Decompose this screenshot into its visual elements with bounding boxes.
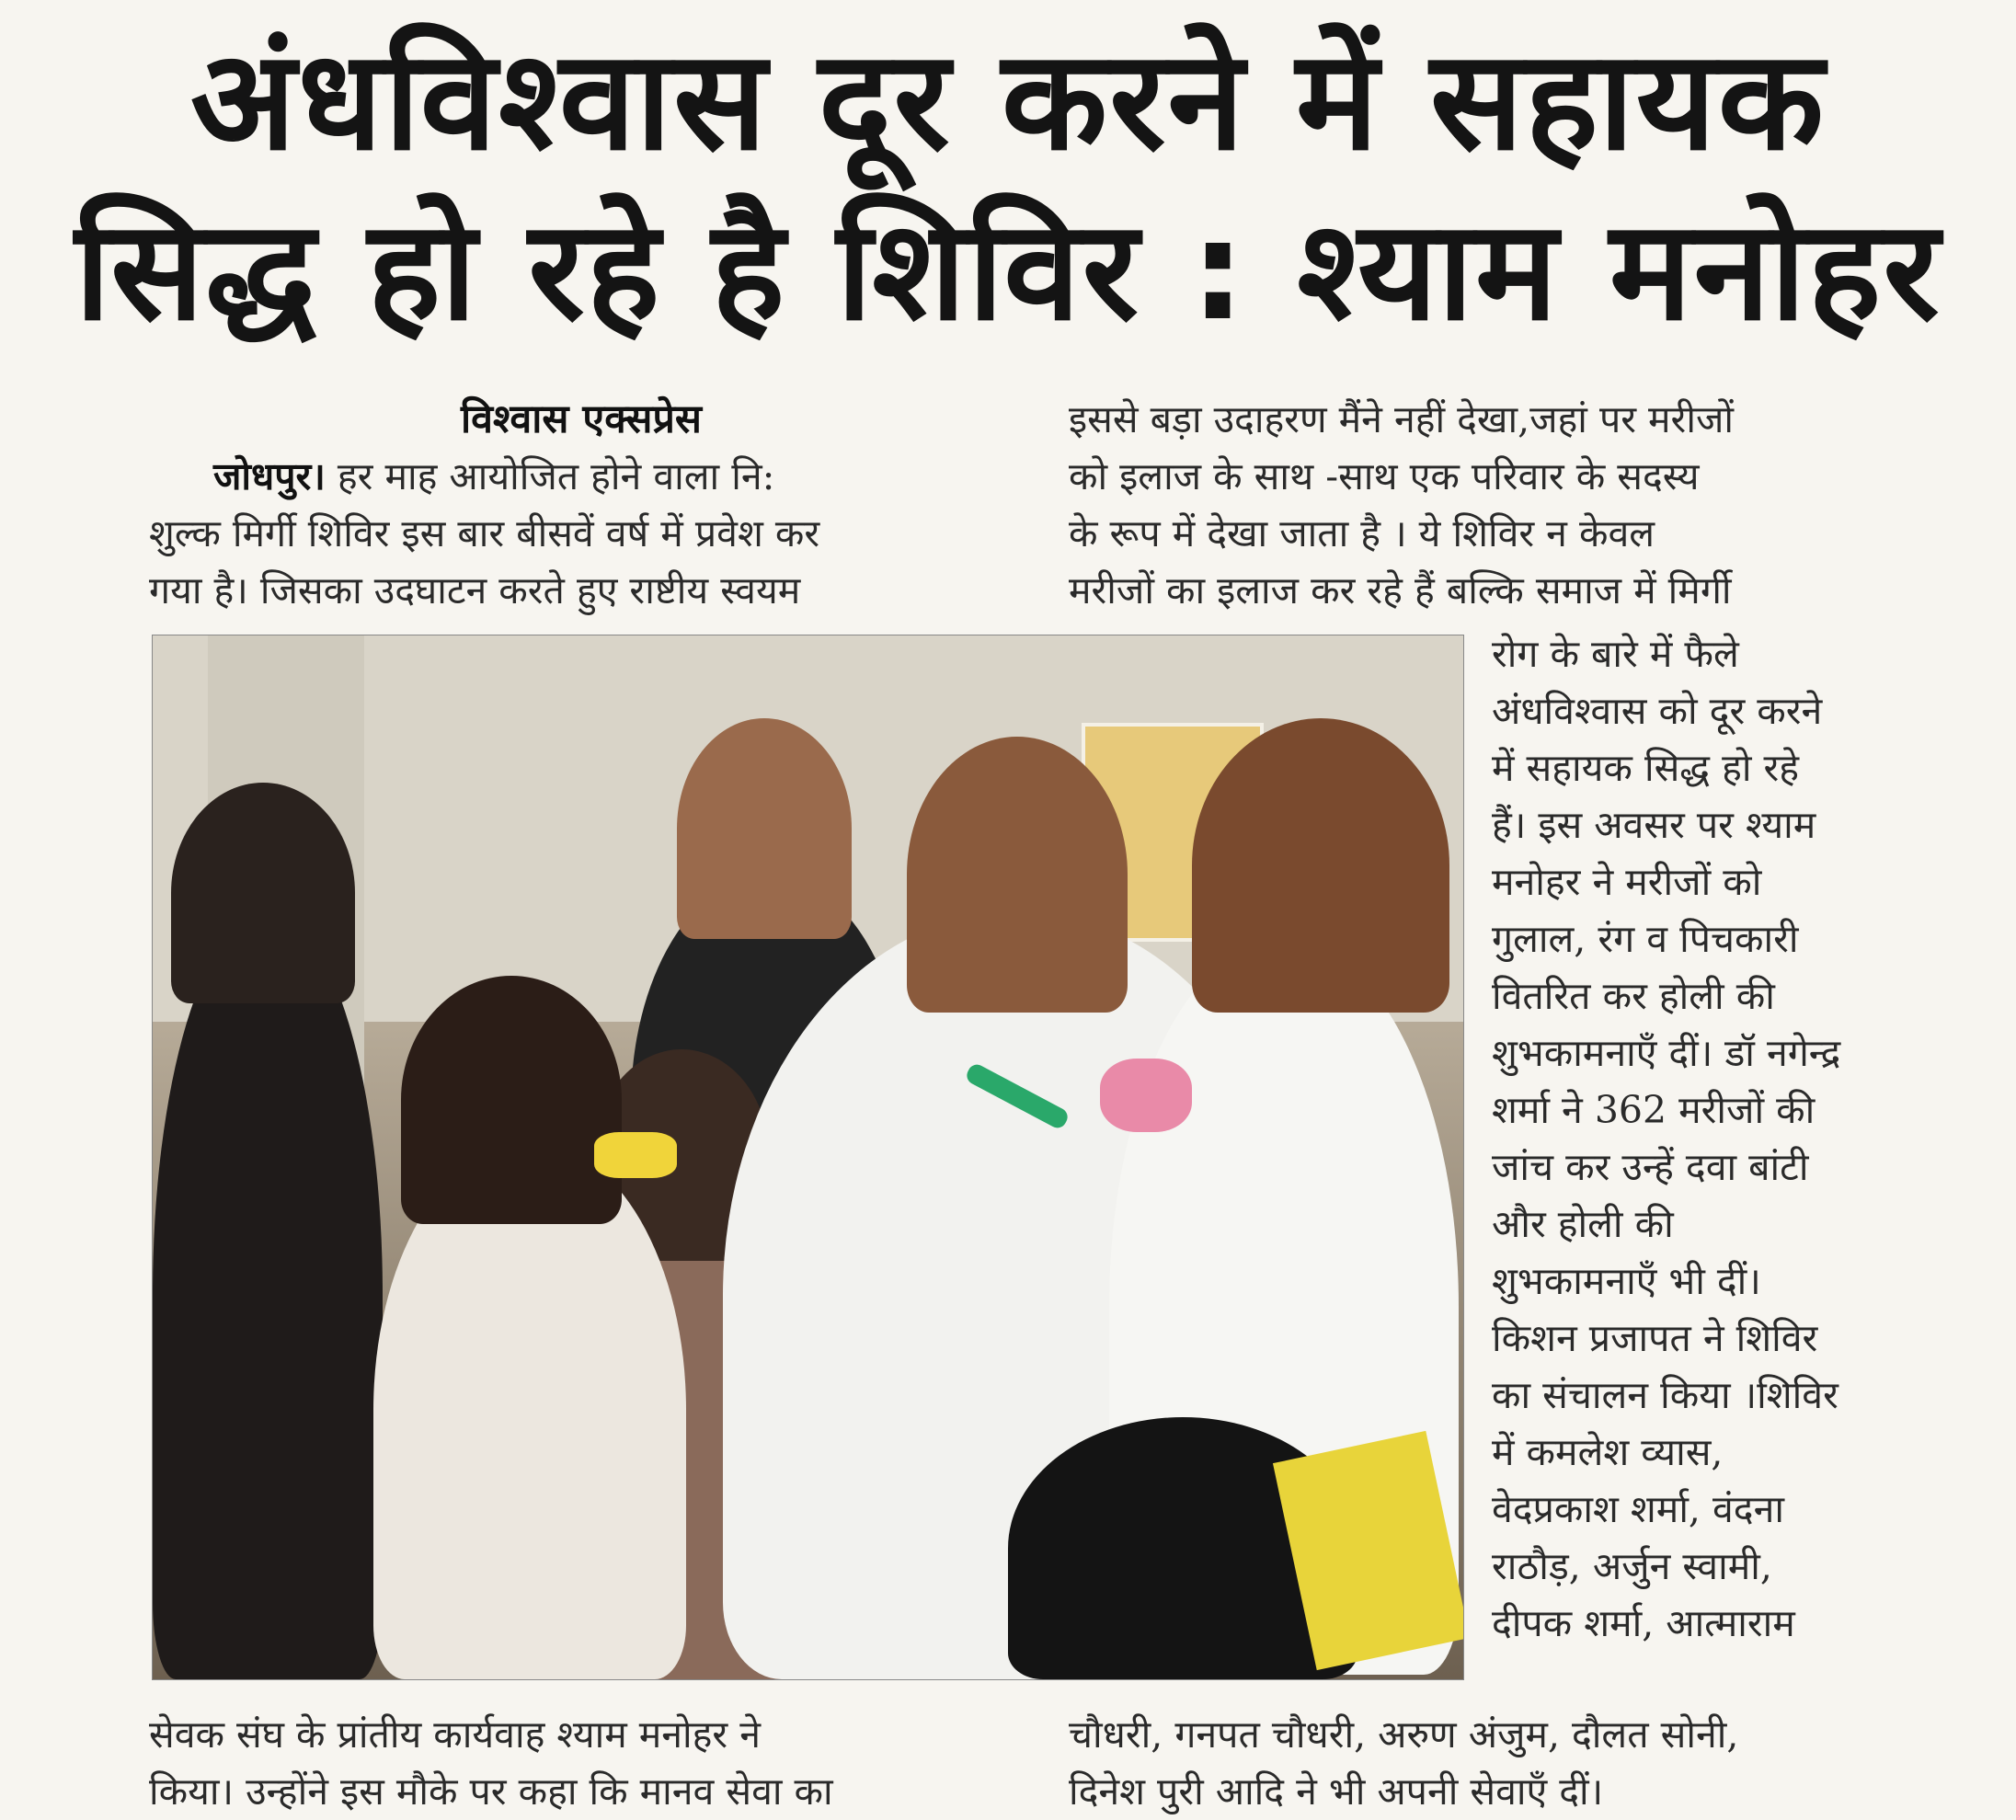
- article-line: सेवक संघ के प्रांतीय कार्यवाह श्याम मनोहर ने: [149, 1712, 761, 1757]
- article-line: गया है। जिसका उदघाटन करते हुए राष्टीय स्वयम: [149, 568, 801, 612]
- article-line-text: हर माह आयोजित होने वाला नि:: [337, 454, 775, 498]
- article-line: [149, 448, 1014, 505]
- article-line: दीपक शर्मा, आत्माराम: [1492, 1601, 1795, 1645]
- article-column-wrap: [1492, 625, 1952, 1652]
- photo-person-head: [907, 737, 1128, 1013]
- adjacent-article-edge: [1988, 0, 2016, 1809]
- photo-color-packet: [1100, 1059, 1192, 1132]
- article-line: में कमलेश व्यास,: [1492, 1430, 1724, 1474]
- photo-person: [153, 911, 383, 1679]
- article-line: किशन प्रजापत ने शिविर: [1492, 1316, 1818, 1360]
- article-line: शुभकामनाएँ दीं। डॉ नगेन्द्र: [1492, 1031, 1841, 1075]
- article-column-left-top: [149, 391, 1014, 619]
- article-line: अंधविश्वास को दूर करने: [1492, 689, 1823, 733]
- photo-person-head: [1192, 718, 1449, 1013]
- article-column-right-top: [1069, 391, 1915, 619]
- article-line: का संचालन किया ।शिविर: [1492, 1373, 1838, 1417]
- photo-person-head: [401, 976, 622, 1224]
- article-line: और होली की: [1492, 1202, 1674, 1246]
- article-line: हैं। इस अवसर पर श्याम: [1492, 803, 1816, 847]
- news-photo: [152, 635, 1464, 1680]
- article-line: चौधरी, गनपत चौधरी, अरुण अंजुम, दौलत सोनी,: [1069, 1712, 1739, 1757]
- article-line: शुभकामनाएँ भी दीं।: [1492, 1259, 1761, 1303]
- article-line: वेदप्रकाश शर्मा, वंदना: [1492, 1487, 1784, 1531]
- headline-line-2: सिद्ध हो रहे है शिविर : श्याम मनोहर: [74, 191, 1942, 351]
- photo-person-head: [677, 718, 852, 939]
- article-line: शर्मा ने 362 मरीजों की: [1492, 1088, 1816, 1132]
- article-line: वितरित कर होली की: [1492, 974, 1775, 1018]
- article-line: को इलाज के साथ -साथ एक परिवार के सदस्य: [1069, 454, 1700, 498]
- photo-person-head: [171, 783, 355, 1003]
- byline: विश्वास एक्सप्रेस: [461, 396, 702, 442]
- article-line: में सहायक सिद्ध हो रहे: [1492, 746, 1800, 790]
- article-line: किया। उन्होंने इस मौके पर कहा कि मानव सेवा का: [149, 1769, 833, 1814]
- article-column-right-bottom: [1069, 1706, 1933, 1820]
- article-line: मनोहर ने मरीजों को: [1492, 860, 1762, 904]
- article-line: मरीजों का इलाज कर रहे हैं बल्कि समाज में मिर्गी: [1069, 568, 1732, 612]
- article-line: इससे बड़ा उदाहरण मैंने नहीं देखा,जहां पर मरीजों: [1069, 397, 1734, 441]
- article-line: के रूप में देखा जाता है । ये शिविर न केवल: [1069, 511, 1655, 555]
- dateline: जोधपुर।: [213, 454, 326, 498]
- article-column-left-bottom: [149, 1706, 1014, 1820]
- article-line: गुलाल, रंग व पिचकारी: [1492, 917, 1799, 961]
- article-line: राठौड़, अर्जुन स्वामी,: [1492, 1544, 1772, 1588]
- article-line: शुल्क मिर्गी शिविर इस बार बीसवें वर्ष में प्रवेश कर: [149, 511, 820, 555]
- photo-gulal-packet: [594, 1132, 677, 1178]
- article-line: दिनेश पुरी आदि ने भी अपनी सेवाएँ दीं।: [1069, 1769, 1604, 1814]
- headline-line-1: अंधविश्वास दूर करने में सहायक: [190, 21, 1826, 181]
- article-line: रोग के बारे में फैले: [1492, 632, 1739, 676]
- article-line: जांच कर उन्हें दवा बांटी: [1492, 1145, 1809, 1189]
